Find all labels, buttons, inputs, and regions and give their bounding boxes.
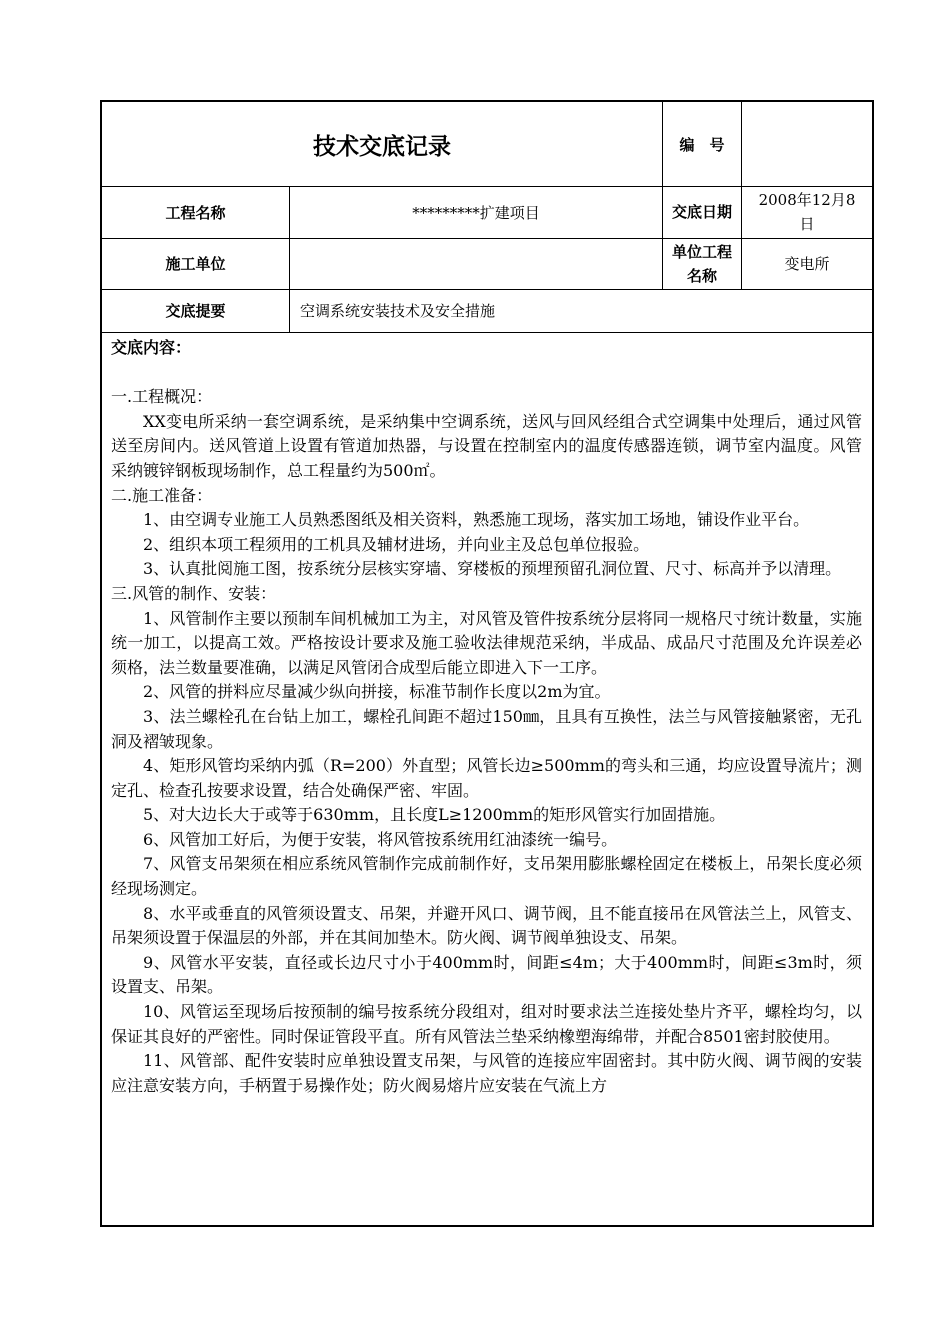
technical-disclosure-form [100, 100, 874, 1227]
paragraph: 5、对大边长大于或等于630mm，且长度L≥1200mm的矩形风管实行加固措施。 [143, 805, 726, 825]
contractor-label-cell [102, 238, 289, 289]
unit-label-cell [662, 238, 741, 289]
project-value: *********扩建项目 [412, 203, 540, 222]
unit-label: 单位工程名称 [671, 242, 732, 285]
summary-row [102, 289, 872, 333]
date-label: 交底日期 [671, 203, 732, 221]
summary-value: 空调系统安装技术及安全措施 [300, 302, 496, 320]
project-label: 工程名称 [165, 203, 226, 222]
number-label: 编 号 [679, 135, 725, 154]
paragraph: 1、由空调专业施工人员熟悉图纸及相关资料，熟悉施工现场，落实加工场地，铺设作业平台。 [143, 510, 810, 530]
paragraph: 6、风管加工好后，为便于安装，将风管按系统用红油漆统一编号。 [143, 829, 618, 849]
content-heading: 交底内容： [111, 338, 192, 357]
summary-label: 交底提要 [165, 302, 226, 320]
unit-value-cell [741, 238, 872, 289]
paragraph: 9、风管水平安装，直径或长边尺寸小于400mm时，间距≤4m；大于400mm时，间距≤3m时，须设置支、吊架。 [111, 952, 862, 997]
section-heading: 二.施工准备： [111, 485, 213, 505]
paragraph: XX变电所采纳一套空调系统，是采纳集中空调系统，送风与回风经组合式空调集中处理后，通过风管送至房间内。送风管道上设置有管道加热器，与设置在控制室内的温度传感器连锁，调节室内温度。风管采纳镀锌钢板现场制作，总工程量约为500㎡。 [111, 411, 862, 480]
paragraph: 8、水平或垂直的风管须设置支、吊架，并避开风口、调节阀，且不能直接吊在风管法兰上，风管支、吊架须设置于保温层的外部，并在其间加垫木。防火阀、调节阀单独设支、吊架。 [111, 903, 862, 948]
project-label-cell [102, 186, 289, 238]
paragraph: 3、法兰螺栓孔在台钻上加工，螺栓孔间距不超过150㎜，且具有互换性，法兰与风管接触紧密，无孔洞及褶皱现象。 [111, 706, 862, 751]
number-value-cell [741, 102, 872, 186]
project-row [102, 186, 872, 239]
project-value-cell [289, 186, 662, 238]
disclosure-content [102, 332, 872, 1225]
paragraph: 2、风管的拼料应尽量减少纵向拼接，标准节制作长度以2m为宜。 [143, 682, 611, 702]
summary-value-cell [289, 289, 872, 332]
title-row [102, 102, 872, 187]
summary-label-cell [102, 289, 289, 332]
paragraph: 3、认真批阅施工图，按系统分层核实穿墙、穿楼板的预埋预留孔洞位置、尺寸、标高并予以清理。 [143, 559, 842, 579]
contractor-row [102, 238, 872, 290]
paragraph: 7、风管支吊架须在相应系统风管制作完成前制作好，支吊架用膨胀螺栓固定在楼板上，吊架长度必须经现场测定。 [111, 854, 862, 899]
section-heading: 一.工程概况： [111, 387, 213, 407]
page-title: 技术交底记录 [313, 133, 451, 160]
paragraph: 10、风管运至现场后按预制的编号按系统分段组对，组对时要求法兰连接处垫片齐平，螺栓均匀，以保证其良好的严密性。同时保证管段平直。所有风管法兰垫采纳橡塑海绵带，并配合8501密封胶使用。 [111, 1002, 862, 1046]
date-value-cell [741, 186, 872, 238]
paragraph: 1、风管制作主要以预制车间机械加工为主，对风管及管件按系统分层将同一规格尺寸统计数量，实施统一加工，以提高工效。严格按设计要求及施工验收法律规范采纳，半成品、成品尺寸范围及允许误差必须格，法兰数量要准确，以满足风管闭合成型后能立即进入下一工序。 [111, 608, 862, 677]
date-label-cell [662, 186, 741, 238]
date-value: 2008年12月8日 [758, 191, 856, 233]
paragraph: 2、组织本项工程须用的工机具及辅材进场，并向业主及总包单位报验。 [143, 534, 650, 554]
contractor-label: 施工单位 [165, 255, 226, 273]
form-title-cell [102, 102, 662, 186]
paragraph: 4、矩形风管均采纳内弧（R=200）外直型；风管长边≥500mm的弯头和三通，均应设置导流片；测定孔、检查孔按要求设置，结合处确保严密、牢固。 [111, 756, 862, 800]
paragraph: 11、风管部、配件安装时应单独设置支吊架，与风管的连接应牢固密封。其中防火阀、调节阀的安装应注意安装方向，手柄置于易操作处；防火阀易熔片应安装在气流上方 [111, 1051, 862, 1095]
section-heading: 三.风管的制作、安装： [111, 583, 277, 603]
number-label-cell [662, 102, 741, 186]
unit-value: 变电所 [784, 255, 830, 273]
contractor-value-cell [289, 238, 662, 289]
